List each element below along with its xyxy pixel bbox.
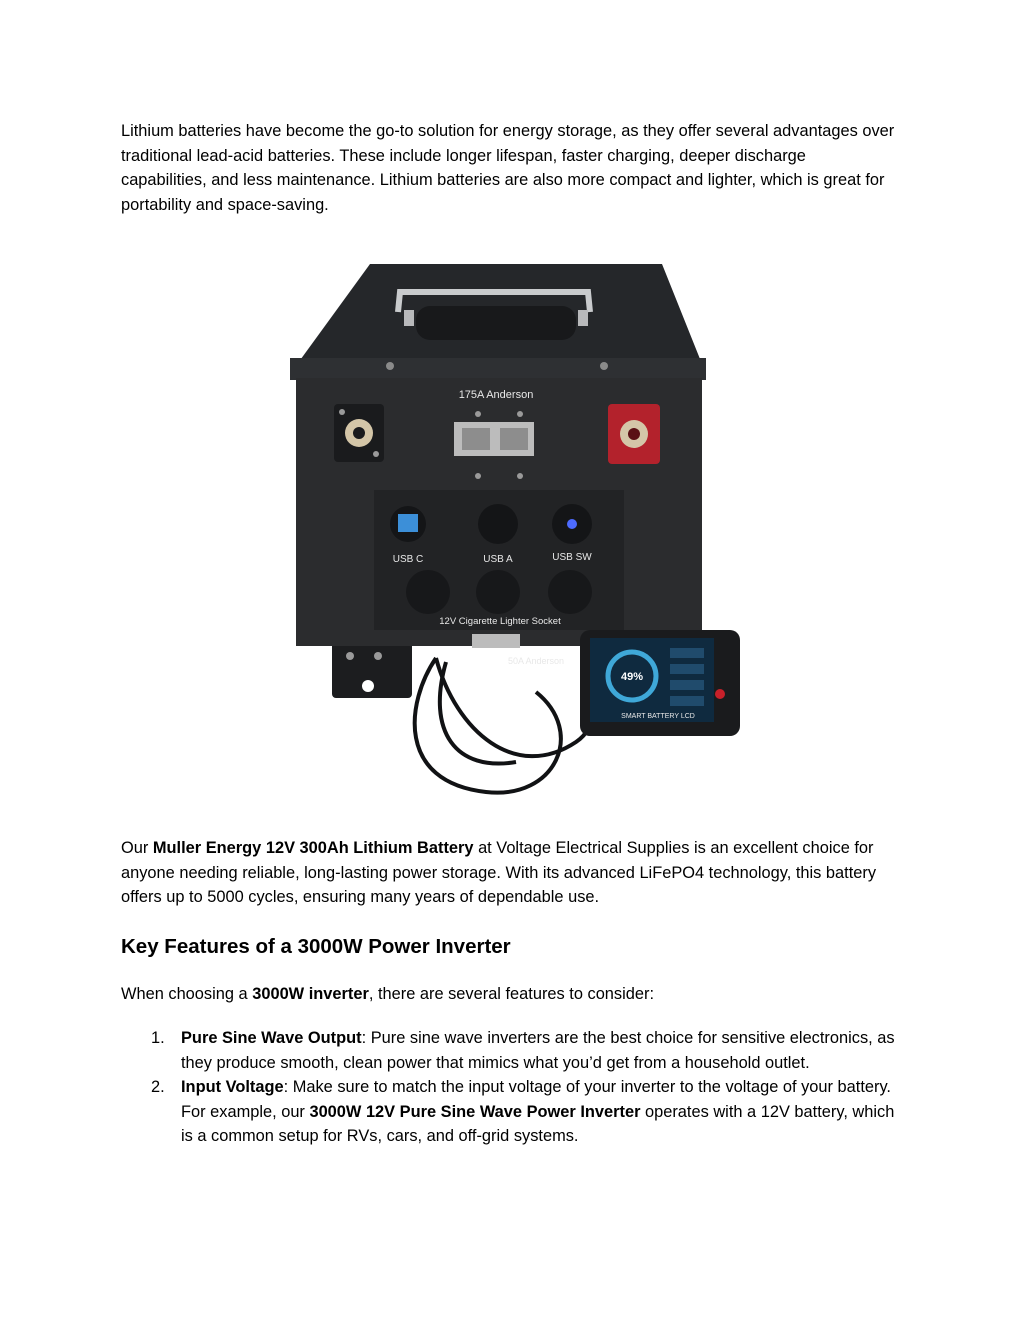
display-cable: [415, 658, 593, 793]
choosing-rest: , there are several features to consider:: [368, 985, 655, 1003]
positive-terminal: [608, 404, 660, 464]
cigarette-socket-label: 12V Cigarette Lighter Socket: [439, 616, 561, 627]
product-paragraph: [121, 836, 896, 910]
usb-c-port: [390, 506, 426, 565]
feature-title: Pure Sine Wave Output: [181, 1029, 362, 1047]
feature-product-name: 3000W 12V Pure Sine Wave Power Inverter: [309, 1102, 641, 1121]
list-item-number: 1.: [151, 1029, 165, 1047]
feature-title: Input Voltage: [181, 1078, 284, 1096]
list-item: [121, 1026, 896, 1075]
list-item: [121, 1075, 896, 1149]
choosing-paragraph: [121, 982, 896, 1007]
battery-illustration: [286, 262, 746, 808]
display-caption: SMART BATTERY LCD: [621, 713, 695, 720]
anderson-175a-label: 175A Anderson: [458, 389, 534, 401]
usb-a-port: [478, 504, 518, 565]
display-percent: 49%: [620, 671, 644, 683]
feature-text: : Pure sine wave inverters are the best choice for sensitive electronics, as they produce smooth, clean power that mimics what you’d get from a household outlet.: [181, 1029, 895, 1072]
anderson-50a-label: 50A Anderson: [507, 656, 565, 666]
mounting-bracket: [332, 640, 412, 698]
list-item-number: 2.: [151, 1078, 165, 1096]
usb-switch: [552, 504, 592, 563]
product-name: Muller Energy 12V 300Ah Lithium Battery: [152, 839, 474, 857]
smart-battery-display: [580, 630, 740, 736]
feature-text-end: operates with a 12V battery, which is a common setup for RVs, cars, and off-grid systems.: [181, 1102, 895, 1145]
features-list: [121, 1026, 896, 1149]
usb-a-label: USB A: [483, 554, 513, 565]
section-heading: Key Features of a 3000W Power Inverter: [121, 935, 511, 958]
negative-terminal: [334, 404, 384, 462]
feature-text: : Make sure to match the input voltage of your inverter to the voltage of your battery. For example, our: [181, 1078, 891, 1121]
usb-c-label: USB C: [392, 554, 424, 565]
choosing-prefix: When choosing a: [121, 985, 253, 1003]
battery-product-image: [286, 262, 746, 808]
choosing-bold: 3000W inverter: [252, 985, 369, 1003]
product-prefix: Our: [121, 839, 153, 857]
intro-paragraph: Lithium batteries have become the go-to solution for energy storage, as they offer several advantages over traditional lead-acid batteries. These include longer lifespan, faster charging, deeper discharge capabilities, and less maintenance. Lithium batteries are also more compact and lighter, which is great for portability and space-saving.: [121, 122, 895, 214]
usb-sw-label: USB SW: [552, 552, 592, 563]
product-rest: at Voltage Electrical Supplies is an excellent choice for anyone needing reliable, long-lasting power storage. With its advanced LiFePO4 technology, this battery offers up to 5000 cycles, ensuring many years of dependable use.: [121, 839, 877, 906]
